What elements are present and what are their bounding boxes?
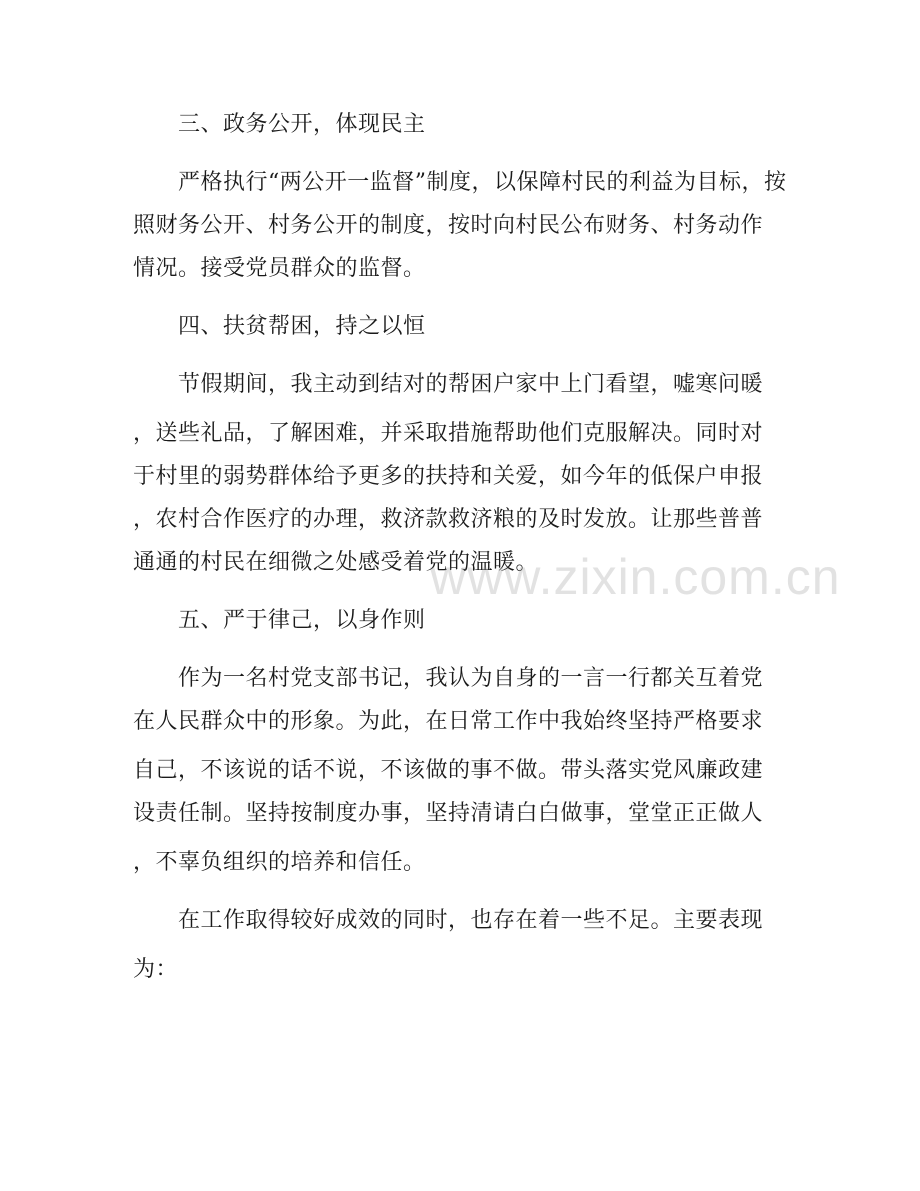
- paragraph-line: 作为一名村党支部书记，我认为自身的一言一行都关互着党: [178, 666, 764, 691]
- paragraph-line: 自己，不该说的话不说，不该做的事不做。带头落实党风廉政建: [133, 758, 764, 783]
- heading-section-3: 三、政务公开，体现民主: [178, 112, 426, 137]
- heading-section-5: 五、严于律己，以身作则: [178, 608, 426, 633]
- heading-section-4: 四、扶贫帮困，持之以恒: [178, 314, 426, 339]
- paragraph-line: 为：: [133, 957, 179, 982]
- paragraph-line: 节假期间，我主动到结对的帮困户家中上门看望，嘘寒问暖: [178, 372, 764, 397]
- paragraph-line: ，送些礼品，了解困难，并采取措施帮助他们克服解决。同时对: [133, 421, 764, 446]
- paragraph-line: 于村里的弱势群体给予更多的扶持和关爱，如今年的低保户申报: [133, 464, 764, 489]
- paragraph-line: 通通的村民在细微之处感受着党的温暖。: [133, 550, 539, 575]
- paragraph-line: 照财务公开、村务公开的制度，按时向村民公布财务、村务动作: [133, 213, 764, 238]
- watermark: www.zixin.com.cn: [430, 549, 841, 605]
- paragraph-line: ，农村合作医疗的办理，救济款救济粮的及时发放。让那些普普: [133, 507, 764, 532]
- paragraph-line: 在工作取得较好成效的同时，也存在着一些不足。主要表现: [178, 908, 764, 933]
- paragraph-line: 严格执行“两公开一监督”制度，以保障村民的利益为目标，按: [178, 170, 787, 195]
- paragraph-line: ，不辜负组织的培养和信任。: [133, 850, 426, 875]
- paragraph-line: 在人民群众中的形象。为此，在日常工作中我始终坚持严格要求: [133, 709, 764, 734]
- paragraph-line: 情况。接受党员群众的监督。: [133, 256, 426, 281]
- paragraph-line: 设责任制。坚持按制度办事，坚持清请白白做事，堂堂正正做人: [133, 801, 764, 826]
